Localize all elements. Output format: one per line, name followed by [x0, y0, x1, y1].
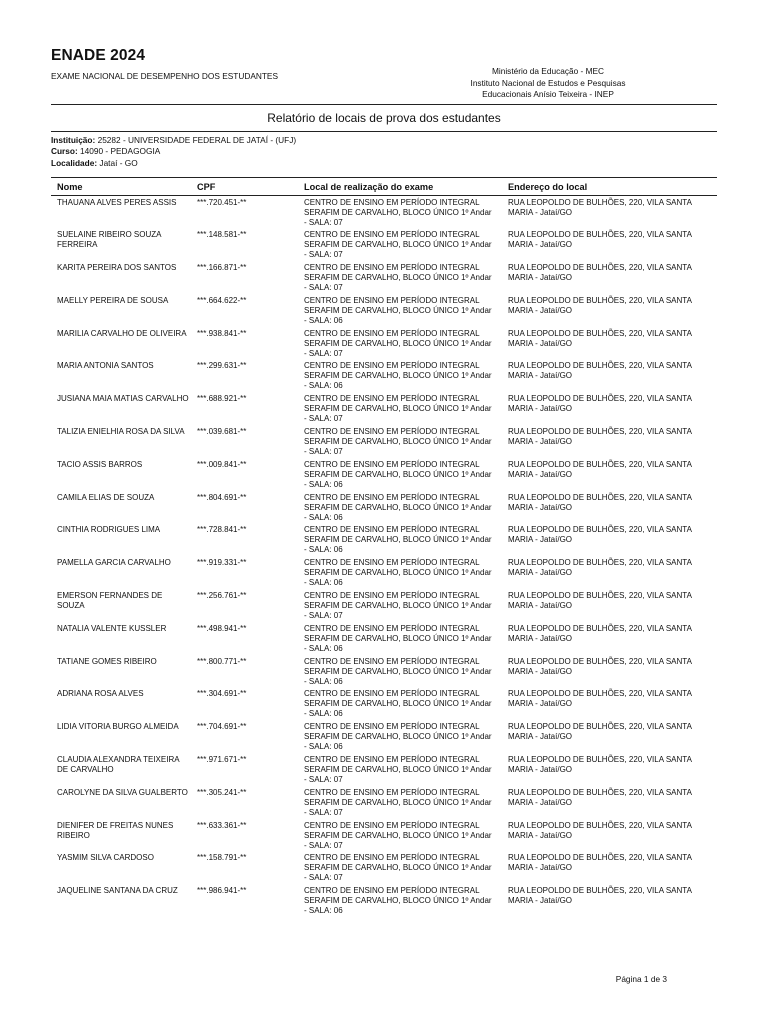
- cell-nome: TATIANE GOMES RIBEIRO: [57, 656, 157, 666]
- meta-value: 14090 - PEDAGOGIA: [80, 146, 161, 157]
- cell-nome: PAMELLA GARCIA CARVALHO: [57, 558, 171, 568]
- cell-local: CENTRO DE ENSINO EM PERÍODO INTEGRAL SERAFIM DE CARVALHO, BLOCO ÚNICO 1º Andar - SALA: 07: [304, 394, 492, 424]
- cell-cpf: ***.704.691-**: [197, 722, 247, 732]
- cell-endereco: RUA LEOPOLDO DE BULHÕES, 220, VILA SANTA MARIA - Jataí/GO: [508, 820, 692, 840]
- cell-nome: NATALIA VALENTE KUSSLER: [57, 623, 167, 633]
- table-row: [51, 786, 717, 819]
- meta-label: Localidade:: [51, 157, 98, 168]
- cell-nome: ADRIANA ROSA ALVES: [57, 689, 144, 699]
- cell-endereco: RUA LEOPOLDO DE BULHÕES, 220, VILA SANTA MARIA - Jataí/GO: [508, 394, 692, 414]
- cell-cpf: ***.720.451-**: [197, 198, 247, 207]
- cell-nome: CAROLYNE DA SILVA GUALBERTO: [57, 787, 188, 797]
- cell-nome: THAUANA ALVES PERES ASSIS: [57, 198, 177, 207]
- table-row: [51, 458, 717, 491]
- cell-nome: TACIO ASSIS BARROS: [57, 459, 143, 469]
- cell-nome: KARITA PEREIRA DOS SANTOS: [57, 263, 177, 273]
- page-number: Página 1 de 3: [615, 974, 667, 984]
- cell-nome: DIENIFER DE FREITAS NUNES RIBEIRO: [57, 820, 174, 840]
- meta-label: Instituição:: [51, 135, 96, 145]
- cell-cpf: ***.256.761-**: [197, 591, 247, 601]
- cell-endereco: RUA LEOPOLDO DE BULHÕES, 220, VILA SANTA MARIA - Jataí/GO: [508, 689, 692, 709]
- cell-local: CENTRO DE ENSINO EM PERÍODO INTEGRAL SERAFIM DE CARVALHO, BLOCO ÚNICO 1º Andar - SALA: 06: [304, 886, 492, 916]
- cell-cpf: ***.986.941-**: [197, 886, 247, 896]
- cell-nome: JUSIANA MAIA MATIAS CARVALHO: [57, 394, 189, 404]
- cell-endereco: RUA LEOPOLDO DE BULHÕES, 220, VILA SANTA MARIA - Jataí/GO: [508, 787, 692, 807]
- cell-endereco: RUA LEOPOLDO DE BULHÕES, 220, VILA SANTA MARIA - Jataí/GO: [508, 853, 692, 873]
- cell-cpf: ***.633.361-**: [197, 820, 247, 830]
- document-page: [51, 0, 717, 984]
- meta-locality: [51, 158, 296, 169]
- cell-endereco: RUA LEOPOLDO DE BULHÕES, 220, VILA SANTA MARIA - Jataí/GO: [508, 492, 692, 512]
- cell-local: CENTRO DE ENSINO EM PERÍODO INTEGRAL SERAFIM DE CARVALHO, BLOCO ÚNICO 1º Andar - SALA: 07: [304, 427, 492, 457]
- cell-cpf: ***.919.331-**: [197, 558, 247, 568]
- cell-local: CENTRO DE ENSINO EM PERÍODO INTEGRAL SERAFIM DE CARVALHO, BLOCO ÚNICO 1º Andar - SALA: 07: [304, 787, 492, 817]
- cell-cpf: ***.664.622-**: [197, 295, 247, 305]
- table-row: [51, 392, 717, 425]
- cell-endereco: RUA LEOPOLDO DE BULHÕES, 220, VILA SANTA MARIA - Jataí/GO: [508, 328, 692, 348]
- cell-endereco: RUA LEOPOLDO DE BULHÕES, 220, VILA SANTA MARIA - Jataí/GO: [508, 263, 692, 283]
- cell-nome: TALIZIA ENIELHIA ROSA DA SILVA: [57, 427, 185, 437]
- report-title: Relatório de locais de prova dos estudantes: [267, 111, 501, 125]
- table-row: [51, 228, 717, 261]
- cell-endereco: RUA LEOPOLDO DE BULHÕES, 220, VILA SANTA MARIA - Jataí/GO: [508, 198, 692, 217]
- cell-local: CENTRO DE ENSINO EM PERÍODO INTEGRAL SERAFIM DE CARVALHO, BLOCO ÚNICO 1º Andar - SALA: 07: [304, 755, 492, 785]
- cell-cpf: ***.304.691-**: [197, 689, 247, 699]
- table-row: [51, 819, 717, 852]
- cell-local: CENTRO DE ENSINO EM PERÍODO INTEGRAL SERAFIM DE CARVALHO, BLOCO ÚNICO 1º Andar - SALA: 06: [304, 492, 492, 522]
- cell-endereco: RUA LEOPOLDO DE BULHÕES, 220, VILA SANTA MARIA - Jataí/GO: [508, 459, 692, 479]
- table-row: [51, 851, 717, 884]
- table-row: [51, 359, 717, 392]
- cell-cpf: ***.158.791-**: [197, 853, 247, 863]
- table-row: [51, 589, 717, 622]
- cell-endereco: RUA LEOPOLDO DE BULHÕES, 220, VILA SANTA MARIA - Jataí/GO: [508, 591, 692, 611]
- table-row: [51, 720, 717, 753]
- cell-endereco: RUA LEOPOLDO DE BULHÕES, 220, VILA SANTA MARIA - Jataí/GO: [508, 295, 692, 315]
- org-line: Ministério da Educação - MEC: [491, 66, 605, 76]
- cell-endereco: RUA LEOPOLDO DE BULHÕES, 220, VILA SANTA MARIA - Jataí/GO: [508, 886, 692, 906]
- cell-local: CENTRO DE ENSINO EM PERÍODO INTEGRAL SERAFIM DE CARVALHO, BLOCO ÚNICO 1º Andar - SALA: 06: [304, 656, 492, 686]
- cell-nome: CINTHIA RODRIGUES LIMA: [57, 525, 161, 535]
- cell-nome: MARIA ANTONIA SANTOS: [57, 361, 154, 371]
- table-row: [51, 622, 717, 655]
- cell-local: CENTRO DE ENSINO EM PERÍODO INTEGRAL SERAFIM DE CARVALHO, BLOCO ÚNICO 1º Andar - SALA: 07: [304, 853, 492, 883]
- meta-label: Curso:: [51, 146, 78, 157]
- cell-cpf: ***.800.771-**: [197, 656, 247, 666]
- cell-cpf: ***.299.631-**: [197, 361, 247, 371]
- cell-local: CENTRO DE ENSINO EM PERÍODO INTEGRAL SERAFIM DE CARVALHO, BLOCO ÚNICO 1º Andar - SALA: 06: [304, 459, 492, 489]
- exam-subtitle: EXAME NACIONAL DE DESEMPENHO DOS ESTUDANTES: [51, 71, 278, 81]
- cell-local: CENTRO DE ENSINO EM PERÍODO INTEGRAL SERAFIM DE CARVALHO, BLOCO ÚNICO 1º Andar - SALA: 06: [304, 689, 492, 719]
- cell-local: CENTRO DE ENSINO EM PERÍODO INTEGRAL SERAFIM DE CARVALHO, BLOCO ÚNICO 1º Andar - SALA: 06: [304, 722, 492, 752]
- column-header-endereco: Endereço do local: [502, 178, 717, 196]
- cell-nome: JAQUELINE SANTANA DA CRUZ: [57, 886, 178, 896]
- cell-endereco: RUA LEOPOLDO DE BULHÕES, 220, VILA SANTA MARIA - Jataí/GO: [508, 755, 692, 775]
- meta-value: Jataí - GO: [99, 157, 138, 168]
- table-row: [51, 294, 717, 327]
- cell-local: CENTRO DE ENSINO EM PERÍODO INTEGRAL SERAFIM DE CARVALHO, BLOCO ÚNICO 1º Andar - SALA: 07: [304, 591, 492, 621]
- cell-cpf: ***.039.681-**: [197, 427, 247, 437]
- meta-value: 25282 - UNIVERSIDADE FEDERAL DE JATAÍ - (UFJ): [97, 135, 297, 145]
- cell-nome: EMERSON FERNANDES DE SOUZA: [57, 591, 163, 611]
- cell-local: CENTRO DE ENSINO EM PERÍODO INTEGRAL SERAFIM DE CARVALHO, BLOCO ÚNICO 1º Andar - SALA: 07: [304, 820, 492, 850]
- cell-cpf: ***.728.841-**: [197, 525, 247, 535]
- cell-local: CENTRO DE ENSINO EM PERÍODO INTEGRAL SERAFIM DE CARVALHO, BLOCO ÚNICO 1º Andar - SALA: 06: [304, 295, 492, 325]
- cell-local: CENTRO DE ENSINO EM PERÍODO INTEGRAL SERAFIM DE CARVALHO, BLOCO ÚNICO 1º Andar - SALA: 06: [304, 623, 492, 653]
- table-row: [51, 523, 717, 556]
- cell-cpf: ***.938.841-**: [197, 328, 247, 338]
- table-row: [51, 884, 717, 917]
- table-row: [51, 327, 717, 360]
- column-header-local: Local de realização do exame: [298, 178, 502, 196]
- cell-endereco: RUA LEOPOLDO DE BULHÕES, 220, VILA SANTA MARIA - Jataí/GO: [508, 623, 692, 643]
- cell-nome: YASMIM SILVA CARDOSO: [57, 853, 154, 863]
- cell-nome: CLAUDIA ALEXANDRA TEIXEIRA DE CARVALHO: [57, 755, 180, 775]
- table-row: [51, 556, 717, 589]
- table-body: [51, 196, 717, 918]
- cell-endereco: RUA LEOPOLDO DE BULHÕES, 220, VILA SANTA MARIA - Jataí/GO: [508, 722, 692, 742]
- cell-cpf: ***.498.941-**: [197, 623, 247, 633]
- cell-nome: MARILIA CARVALHO DE OLIVEIRA: [57, 328, 187, 338]
- title-divider: [51, 131, 717, 132]
- table-row: [51, 196, 717, 229]
- cell-endereco: RUA LEOPOLDO DE BULHÕES, 220, VILA SANTA MARIA - Jataí/GO: [508, 427, 692, 447]
- cell-local: CENTRO DE ENSINO EM PERÍODO INTEGRAL SERAFIM DE CARVALHO, BLOCO ÚNICO 1º Andar - SALA: 07: [304, 230, 492, 260]
- table-row: [51, 687, 717, 720]
- meta-institution: [51, 135, 296, 146]
- cell-local: CENTRO DE ENSINO EM PERÍODO INTEGRAL SERAFIM DE CARVALHO, BLOCO ÚNICO 1º Andar - SALA: 07: [304, 328, 492, 358]
- table-row: [51, 753, 717, 786]
- cell-nome: CAMILA ELIAS DE SOUZA: [57, 492, 155, 502]
- organization-block: [428, 66, 668, 101]
- cell-endereco: RUA LEOPOLDO DE BULHÕES, 220, VILA SANTA MARIA - Jataí/GO: [508, 558, 692, 578]
- org-line: Instituto Nacional de Estudos e Pesquisas: [470, 77, 626, 88]
- cell-cpf: ***.166.871-**: [197, 263, 247, 273]
- cell-local: CENTRO DE ENSINO EM PERÍODO INTEGRAL SERAFIM DE CARVALHO, BLOCO ÚNICO 1º Andar - SALA: 06: [304, 525, 492, 555]
- header-divider: [51, 104, 717, 105]
- meta-course: [51, 146, 296, 157]
- column-header-nome: Nome: [51, 178, 191, 196]
- cell-local: CENTRO DE ENSINO EM PERÍODO INTEGRAL SERAFIM DE CARVALHO, BLOCO ÚNICO 1º Andar - SALA: 07: [304, 263, 492, 293]
- org-line: Educacionais Anísio Teixeira - INEP: [482, 89, 614, 99]
- cell-cpf: ***.009.841-**: [197, 459, 247, 469]
- cell-cpf: ***.804.691-**: [197, 492, 247, 502]
- cell-nome: MAELLY PEREIRA DE SOUSA: [57, 295, 169, 305]
- cell-local: CENTRO DE ENSINO EM PERÍODO INTEGRAL SERAFIM DE CARVALHO, BLOCO ÚNICO 1º Andar - SALA: 06: [304, 558, 492, 588]
- column-header-cpf: CPF: [191, 178, 298, 196]
- cell-nome: SUELAINE RIBEIRO SOUZA FERREIRA: [57, 230, 162, 250]
- cell-endereco: RUA LEOPOLDO DE BULHÕES, 220, VILA SANTA MARIA - Jataí/GO: [508, 525, 692, 545]
- cell-cpf: ***.148.581-**: [197, 230, 247, 240]
- cell-endereco: RUA LEOPOLDO DE BULHÕES, 220, VILA SANTA MARIA - Jataí/GO: [508, 361, 692, 381]
- exam-title: ENADE 2024: [51, 47, 146, 64]
- cell-local: CENTRO DE ENSINO EM PERÍODO INTEGRAL SERAFIM DE CARVALHO, BLOCO ÚNICO 1º Andar - SALA: 07: [304, 198, 492, 227]
- cell-cpf: ***.688.921-**: [197, 394, 247, 404]
- cell-endereco: RUA LEOPOLDO DE BULHÕES, 220, VILA SANTA MARIA - Jataí/GO: [508, 656, 692, 676]
- cell-cpf: ***.971.671-**: [197, 755, 247, 765]
- table-row: [51, 261, 717, 294]
- table-row: [51, 491, 717, 524]
- cell-nome: LIDIA VITORIA BURGO ALMEIDA: [57, 722, 179, 732]
- cell-local: CENTRO DE ENSINO EM PERÍODO INTEGRAL SERAFIM DE CARVALHO, BLOCO ÚNICO 1º Andar - SALA: 06: [304, 361, 492, 391]
- cell-cpf: ***.305.241-**: [197, 787, 247, 797]
- document-header: [51, 0, 717, 104]
- report-meta: [51, 135, 296, 169]
- students-table: [51, 177, 717, 917]
- table-header-row: [51, 178, 717, 196]
- table-row: [51, 655, 717, 688]
- cell-endereco: RUA LEOPOLDO DE BULHÕES, 220, VILA SANTA MARIA - Jataí/GO: [508, 230, 692, 250]
- table-row: [51, 425, 717, 458]
